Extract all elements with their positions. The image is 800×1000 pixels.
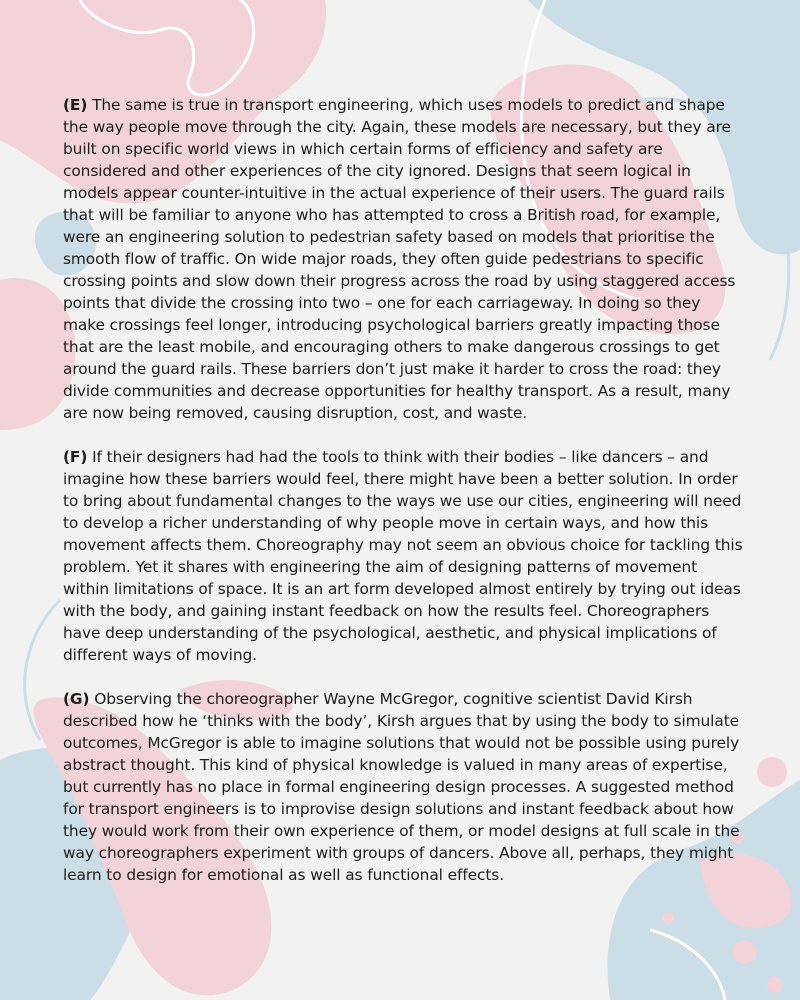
article-body xyxy=(63,94,743,908)
paragraph-g xyxy=(63,688,743,886)
paragraph-label: (G) xyxy=(63,690,90,708)
paragraph-label: (F) xyxy=(63,448,88,466)
paragraph-f xyxy=(63,446,743,666)
paragraph-text: If their designers had had the tools to think with their bodies – like dancers – and imagine how these barriers would feel, there might have been a better solution. In order to bring about fundamental changes to the ways we use our cities, engineering will need to develop a richer understanding of why people move in certain ways, and how this movement affects them. Choreography may not seem an obvious choice for tackling this problem. Yet it shares with engineering the aim of designing patterns of movement within limitations of space. It is an art form developed almost entirely by trying out ideas with the body, and gaining instant feedback on how the results feel. Choreographers have deep understanding of the psychological, aesthetic, and physical implications of different ways of moving. xyxy=(63,448,743,664)
pink-dot xyxy=(767,977,783,993)
pink-dot xyxy=(733,940,757,964)
pink-dot xyxy=(662,912,674,924)
paragraph-e xyxy=(63,94,743,424)
paragraph-text: The same is true in transport engineering, which uses models to predict and shape the way people move through the city. Again, these models are necessary, but they are built on specific world views in which certain forms of efficiency and safety are considered and other experiences of the city ignored. Designs that seem logical in models appear counter-intuitive in the actual experience of their users. The guard rails that will be familiar to anyone who has attempted to cross a British road, for example, were an engineering solution to pedestrian safety based on models that prioritise the smooth flow of traffic. On wide major roads, they often guide pedestrians to specific crossing points and slow down their progress across the road by using staggered access points that divide the crossing into two – one for each carriageway. In doing so they make crossings feel longer, introducing psychological barriers greatly impacting those that are the least mobile, and encouraging others to make dangerous crossings to get around the guard rails. These barriers don’t just make it harder to cross the road: they divide communities and decrease opportunities for healthy transport. As a result, many are now being removed, causing disruption, cost, and waste. xyxy=(63,96,736,422)
paragraph-label: (E) xyxy=(63,96,88,114)
paragraph-text: Observing the choreographer Wayne McGregor, cognitive scientist David Kirsh described how he ‘thinks with the body’, Kirsh argues that by using the body to simulate outcomes, McGregor is able to imagine solutions that would not be possible using purely abstract thought. This kind of physical knowledge is valued in many areas of expertise, but currently has no place in formal engineering design processes. A suggested method for transport engineers is to improvise design solutions and instant feedback about how they would work from their own experience of them, or model designs at full scale in the way choreographers experiment with groups of dancers. Above all, perhaps, they might learn to design for emotional as well as functional effects. xyxy=(63,690,740,884)
pink-dot xyxy=(757,757,787,787)
